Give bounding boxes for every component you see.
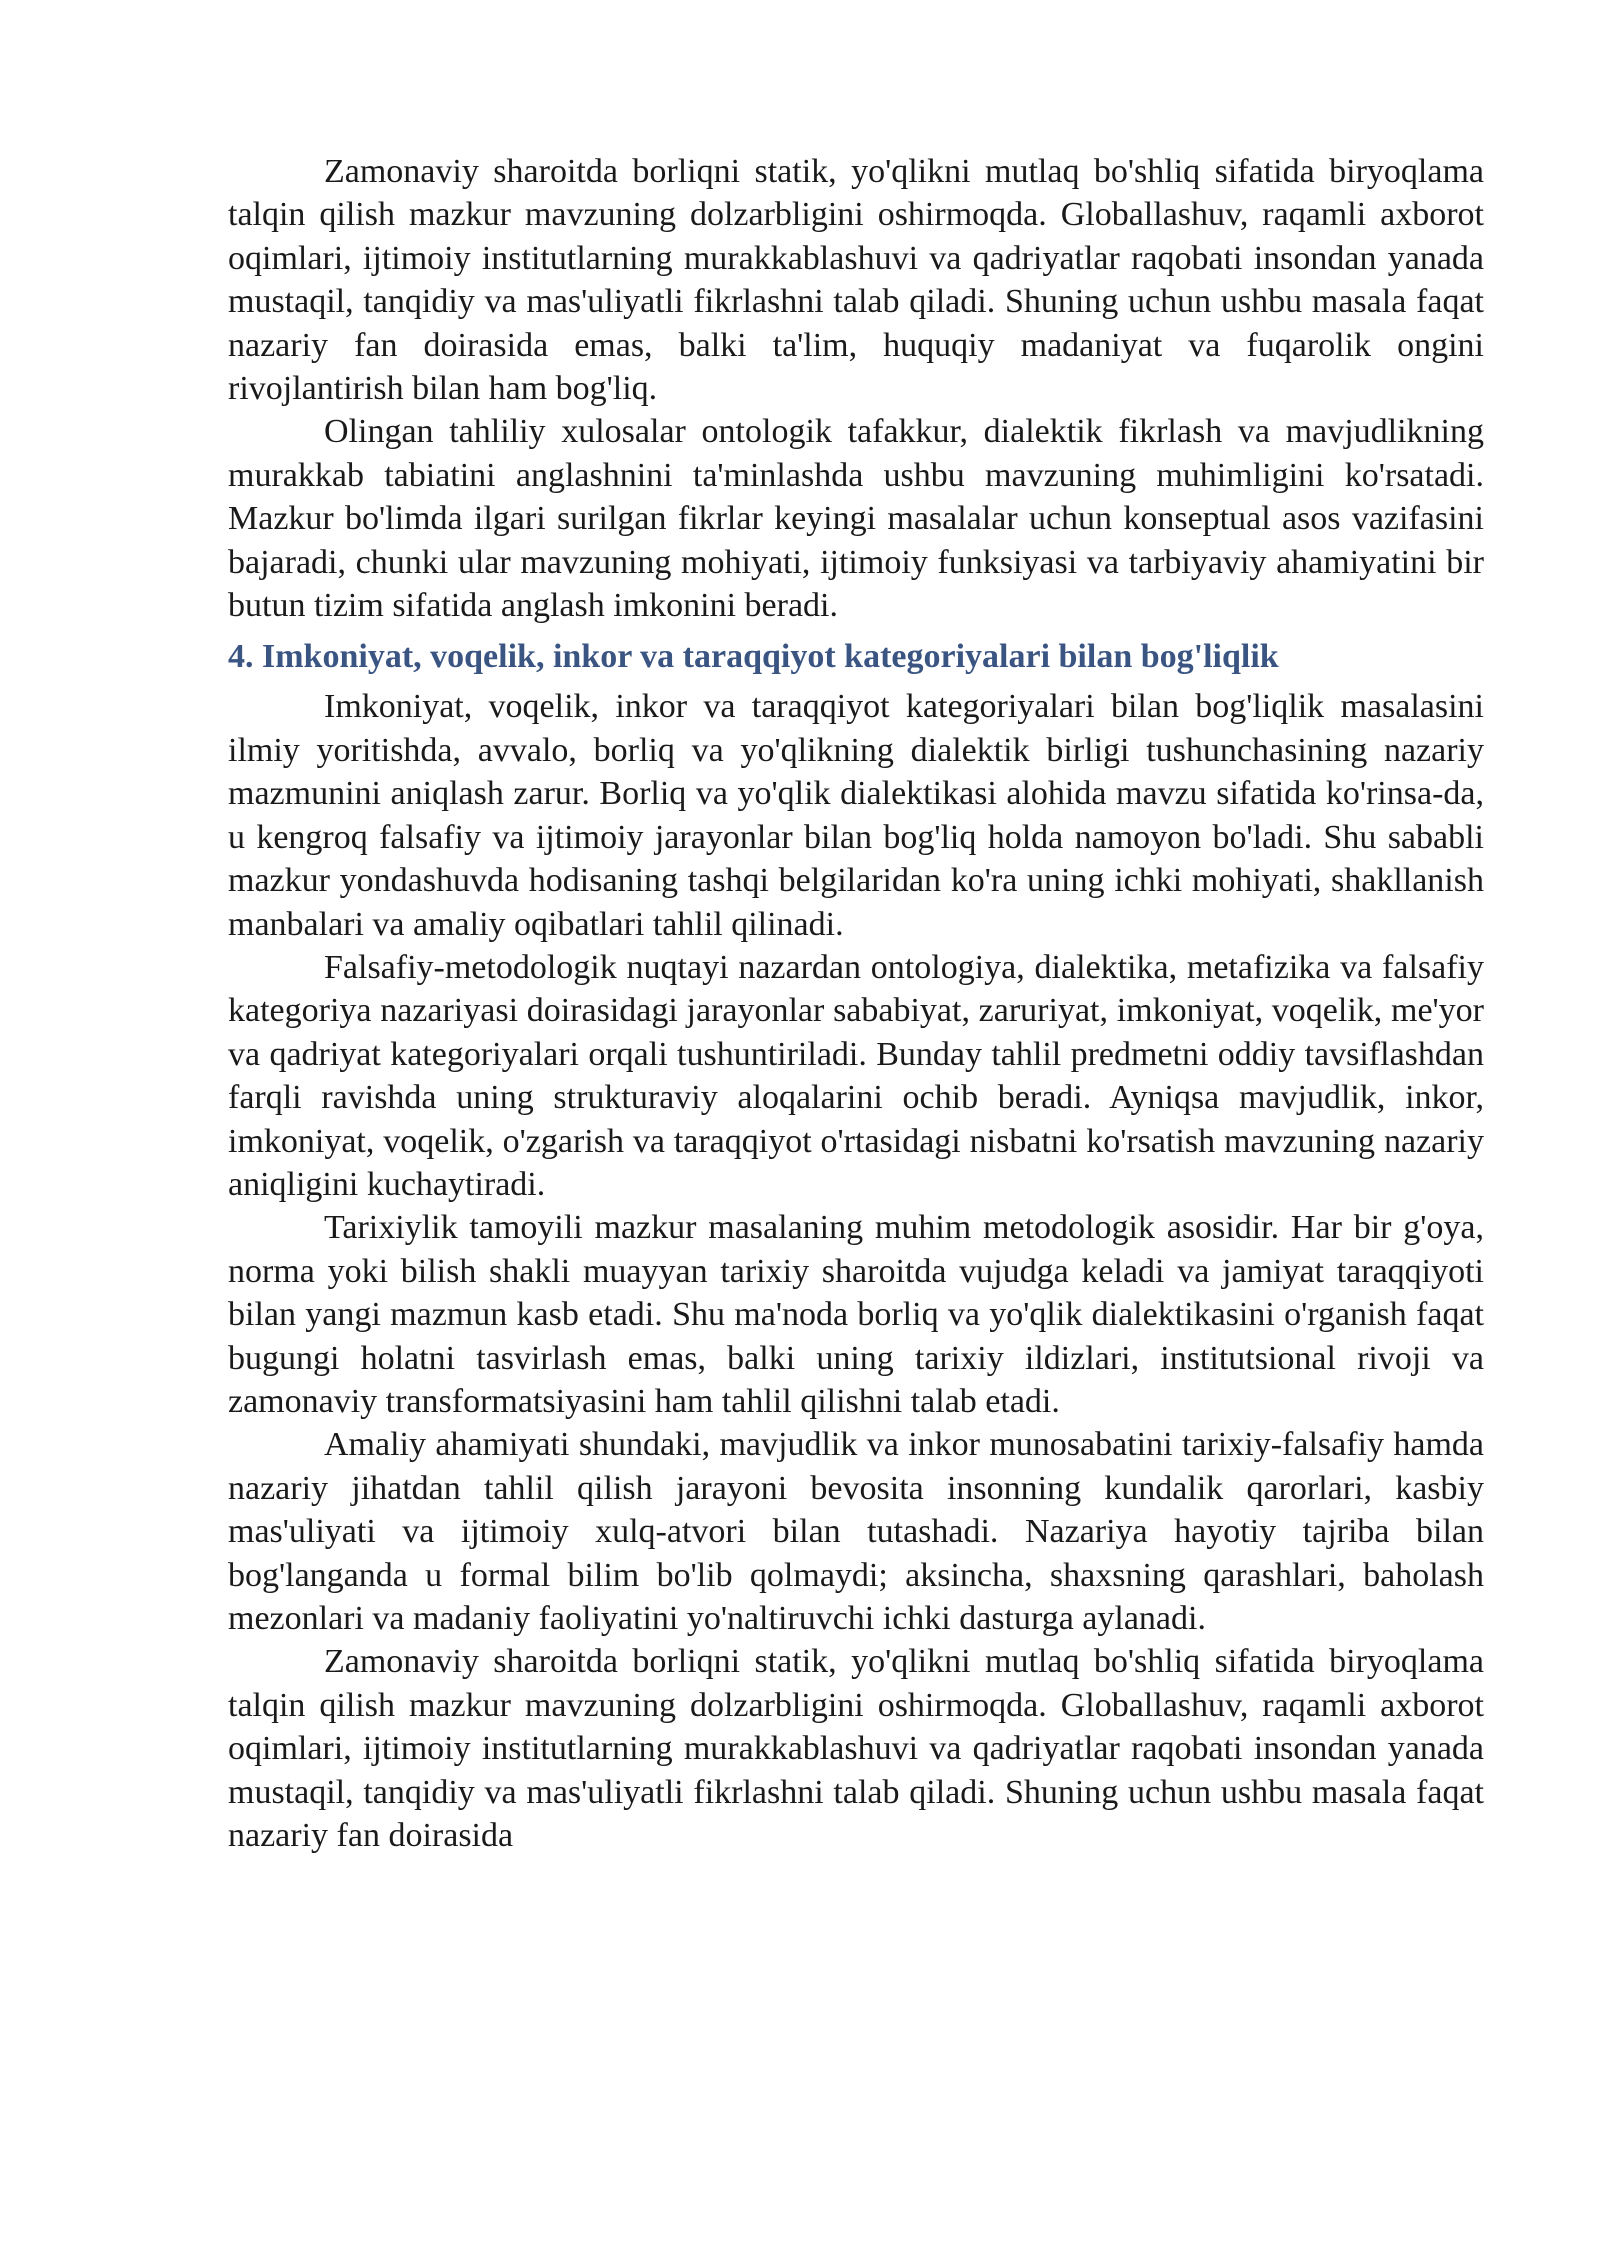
body-paragraph: Olingan tahliliy xulosalar ontologik tafakkur, dialektik fikrlash va mavjudlikning murakkab tabiatini anglashnini ta'minlashda ushbu mavzuning muhimligini ko'rsatadi. Mazkur bo'limda ilgari surilgan fikrlar keyingi masalalar uchun konseptual asos vazifasini bajaradi, chunki ular mavzuning mohiyati, ijtimoiy funksiyasi va tarbiyaviy ahamiyatini bir butun tizim sifatida anglash imkonini beradi. xyxy=(228,413,1484,625)
body-paragraph: Falsafiy-metodologik nuqtayi nazardan ontologiya, dialektika, metafizika va falsafiy kategoriya nazariyasi doirasidagi jarayonlar sababiyat, zaruriyat, imkoniyat, voqelik, me'yor va qadriyat kategoriyalari orqali tushuntiriladi. Bunday tahlil predmetni oddiy tavsiflashdan farqli ravishda uning strukturaviy aloqalarini ochib beradi. Ayniqsa mavjudlik, inkor, imkoniyat, voqelik, o'zgarish va taraqqiyot o'rtasidagi nisbatni ko'rsatish mavzuning nazariy aniqligini kuchaytiradi. xyxy=(228,948,1484,1203)
body-paragraph: Zamonaviy sharoitda borliqni statik, yo'qlikni mutlaq bo'shliq sifatida biryoqlama talqin qilish mazkur mavzuning dolzarbligini oshirmoqda. Globallashuv, raqamli axborot oqimlari, ijtimoiy institutlarning murakkablashuvi va qadriyatlar raqobati insondan yanada mustaqil, tanqidiy va mas'uliyatli fikrlashni talab qiladi. Shuning uchun ushbu masala faqat nazariy fan doirasida emas, balki ta'lim, huquqiy madaniyat va fuqarolik ongini rivojlantirish bilan ham bog'liq. xyxy=(228,153,1484,408)
body-paragraph: Amaliy ahamiyati shundaki, mavjudlik va inkor munosabatini tarixiy-falsafiy hamda nazariy jihatdan tahlil qilish jarayoni bevosita insonning kundalik qarorlari, kasbiy mas'uliyati va ijtimoiy xulq-atvori bilan tutashadi. Nazariya hayotiy tajriba bilan bog'langanda u formal bilim bo'lib qolmaydi; aksincha, shaxsning qarashlari, baholash mezonlari va madaniy faoliyatini yo'naltiruvchi ichki dasturga aylanadi. xyxy=(228,1426,1484,1637)
section-heading: 4. Imkoniyat, voqelik, inkor va taraqqiyot kategoriyalari bilan bog'liqlik xyxy=(228,638,1279,676)
body-paragraph: Imkoniyat, voqelik, inkor va taraqqiyot kategoriyalari bilan bog'liqlik masalasini ilmiy yoritishda, avvalo, borliq va yo'qlikning dialektik birligi tushunchasining nazariy mazmunini aniqlash zarur. Borliq va yo'qlik dialektikasi alohida mavzu sifatida ko'rinsa-da, u kengroq falsafiy va ijtimoiy jarayonlar bilan bog'liq holda namoyon bo'ladi. Shu sababli mazkur yondashuvda hodisaning tashqi belgilaridan ko'ra uning ichki mohiyati, shakllanish manbalari va amaliy oqibatlari tahlil qilinadi. xyxy=(228,688,1484,943)
document-page xyxy=(228,150,1484,1857)
body-paragraph: Tarixiylik tamoyili mazkur masalaning muhim metodologik asosidir. Har bir g'oya, norma yoki bilish shakli muayyan tarixiy sharoitda vujudga keladi va jamiyat taraqqiyoti bilan yangi mazmun kasb etadi. Shu ma'noda borliq va yo'qlik dialektikasini o'rganish faqat bugungi holatni tasvirlash emas, balki uning tarixiy ildizlari, institutsional rivoji va zamonaviy transformatsiyasini ham tahlil qilishni talab etadi. xyxy=(228,1209,1484,1420)
body-paragraph: Zamonaviy sharoitda borliqni statik, yo'qlikni mutlaq bo'shliq sifatida biryoqlama talqin qilish mazkur mavzuning dolzarbligini oshirmoqda. Globallashuv, raqamli axborot oqimlari, ijtimoiy institutlarning murakkablashuvi va qadriyatlar raqobati insondan yanada mustaqil, tanqidiy va mas'uliyatli fikrlashni talab qiladi. Shuning uchun ushbu masala faqat nazariy fan doirasida xyxy=(228,1643,1484,1855)
